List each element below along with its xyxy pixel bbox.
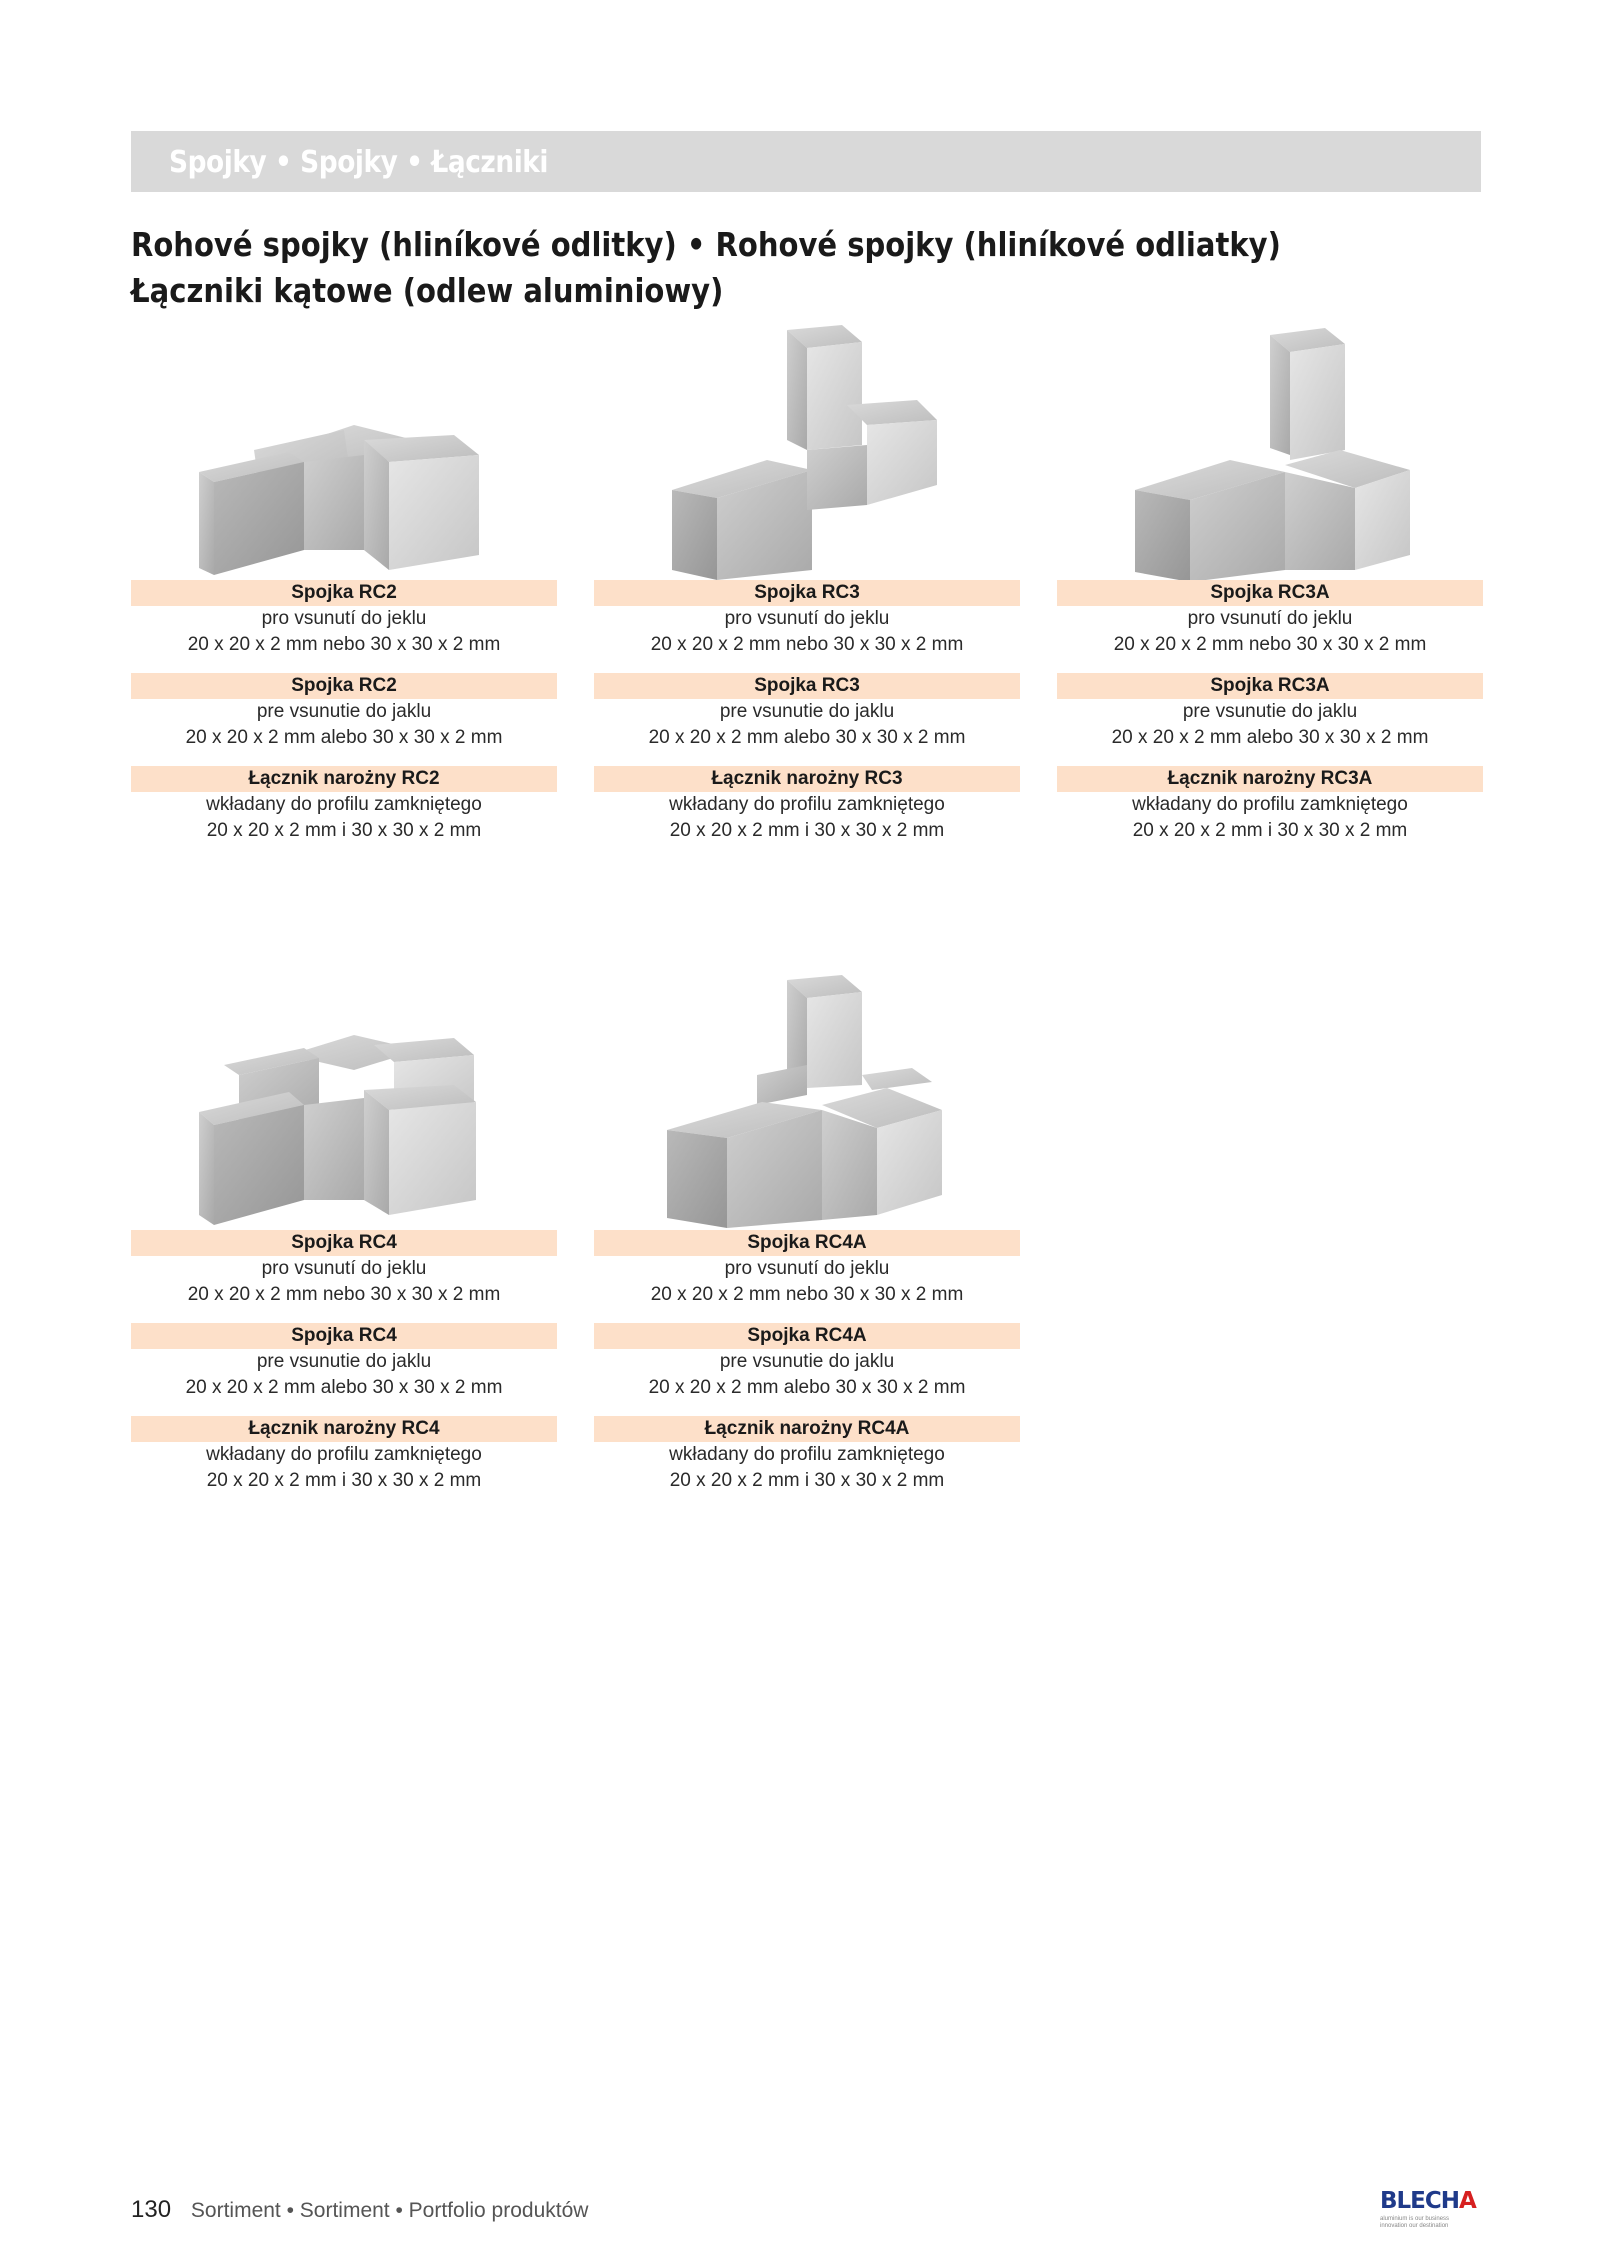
spec-desc: pre vsunutie do jaklu bbox=[719, 1351, 895, 1372]
spec-desc: wkładany do profilu zamkniętego bbox=[206, 1444, 482, 1465]
product-rc4 bbox=[131, 1010, 557, 1494]
spec-rc4a-pl bbox=[594, 1416, 1020, 1494]
spec-size: 20 x 20 x 2 mm i 30 x 30 x 2 mm bbox=[669, 1470, 945, 1491]
spec-size: 20 x 20 x 2 mm i 30 x 30 x 2 mm bbox=[206, 1470, 482, 1491]
spec-name: Łącznik narożny RC4A bbox=[594, 1416, 1020, 1442]
product-rc3a bbox=[1057, 320, 1483, 844]
spec-name: Spojka RC3 bbox=[594, 580, 1020, 606]
product-rc4a bbox=[594, 970, 1020, 1494]
product-rc2 bbox=[131, 400, 557, 844]
spec-rc2-pl bbox=[131, 766, 557, 844]
spec-size: 20 x 20 x 2 mm nebo 30 x 30 x 2 mm bbox=[187, 634, 501, 655]
spec-name: Łącznik narożny RC4 bbox=[131, 1416, 557, 1442]
spec-name: Łącznik narożny RC3A bbox=[1057, 766, 1483, 792]
spec-rc3-cz bbox=[594, 580, 1020, 658]
spec-rc4-pl bbox=[131, 1416, 557, 1494]
spec-size: 20 x 20 x 2 mm nebo 30 x 30 x 2 mm bbox=[1113, 634, 1427, 655]
spec-name: Spojka RC4 bbox=[131, 1323, 557, 1349]
spec-desc: pro vsunutí do jeklu bbox=[724, 608, 890, 629]
logo-text-main: BLECH bbox=[1380, 2188, 1460, 2214]
spec-size: 20 x 20 x 2 mm alebo 30 x 30 x 2 mm bbox=[1111, 727, 1429, 748]
spec-desc: wkładany do profilu zamkniętego bbox=[206, 794, 482, 815]
product-rc3 bbox=[594, 320, 1020, 844]
spec-desc: pre vsunutie do jaklu bbox=[256, 701, 432, 722]
spec-desc: pro vsunutí do jeklu bbox=[724, 1258, 890, 1279]
spec-name: Spojka RC3 bbox=[594, 673, 1020, 699]
spec-name: Spojka RC4A bbox=[594, 1230, 1020, 1256]
rc4-connector-image bbox=[194, 1010, 494, 1230]
logo-tagline-1: aluminium is our business bbox=[1380, 2216, 1450, 2222]
page-title bbox=[131, 222, 1281, 314]
spec-size: 20 x 20 x 2 mm nebo 30 x 30 x 2 mm bbox=[650, 634, 964, 655]
page-title-line-1: Rohové spojky (hliníkové odlitky) • Rohové spojky (hliníkové odliatky) bbox=[131, 225, 1281, 264]
spec-desc: pre vsunutie do jaklu bbox=[719, 701, 895, 722]
blecha-logo bbox=[1380, 2188, 1484, 2230]
logo-wordmark bbox=[1380, 2188, 1484, 2214]
rc2-connector-image bbox=[194, 400, 494, 580]
spec-rc4a-cz bbox=[594, 1230, 1020, 1308]
spec-rc3a-cz bbox=[1057, 580, 1483, 658]
spec-name: Spojka RC2 bbox=[131, 580, 557, 606]
spec-name: Spojka RC4 bbox=[131, 1230, 557, 1256]
spec-desc: wkładany do profilu zamkniętego bbox=[669, 1444, 945, 1465]
spec-desc: wkładany do profilu zamkniętego bbox=[669, 794, 945, 815]
spec-name: Spojka RC3A bbox=[1057, 673, 1483, 699]
spec-size: 20 x 20 x 2 mm alebo 30 x 30 x 2 mm bbox=[648, 727, 966, 748]
rc4a-connector-image bbox=[657, 970, 957, 1230]
spec-size: 20 x 20 x 2 mm i 30 x 30 x 2 mm bbox=[1132, 820, 1408, 841]
spec-rc4a-sk bbox=[594, 1323, 1020, 1401]
spec-name: Spojka RC2 bbox=[131, 673, 557, 699]
spec-desc: pro vsunutí do jeklu bbox=[1187, 608, 1353, 629]
spec-name: Spojka RC4A bbox=[594, 1323, 1020, 1349]
rc3a-connector-image bbox=[1120, 320, 1420, 580]
section-header-bar bbox=[131, 131, 1481, 192]
spec-rc4-cz bbox=[131, 1230, 557, 1308]
spec-name: Łącznik narożny RC2 bbox=[131, 766, 557, 792]
rc3-connector-image bbox=[657, 320, 957, 580]
spec-name: Łącznik narożny RC3 bbox=[594, 766, 1020, 792]
spec-size: 20 x 20 x 2 mm i 30 x 30 x 2 mm bbox=[669, 820, 945, 841]
logo-tagline-2: innovation our destination bbox=[1380, 2223, 1449, 2229]
spec-desc: pre vsunutie do jaklu bbox=[1182, 701, 1358, 722]
spec-size: 20 x 20 x 2 mm alebo 30 x 30 x 2 mm bbox=[185, 1377, 503, 1398]
footer-text: Sortiment • Sortiment • Portfolio produktów bbox=[190, 2199, 589, 2222]
spec-size: 20 x 20 x 2 mm nebo 30 x 30 x 2 mm bbox=[650, 1284, 964, 1305]
spec-rc2-cz bbox=[131, 580, 557, 658]
logo-text-accent: A bbox=[1459, 2188, 1476, 2214]
page-title-line-2: Łączniki kątowe (odlew aluminiowy) bbox=[131, 271, 724, 310]
spec-rc3-sk bbox=[594, 673, 1020, 751]
spec-size: 20 x 20 x 2 mm alebo 30 x 30 x 2 mm bbox=[185, 727, 503, 748]
spec-size: 20 x 20 x 2 mm alebo 30 x 30 x 2 mm bbox=[648, 1377, 966, 1398]
spec-desc: wkładany do profilu zamkniętego bbox=[1132, 794, 1408, 815]
spec-desc: pre vsunutie do jaklu bbox=[256, 1351, 432, 1372]
spec-name: Spojka RC3A bbox=[1057, 580, 1483, 606]
spec-desc: pro vsunutí do jeklu bbox=[261, 608, 427, 629]
spec-rc2-sk bbox=[131, 673, 557, 751]
spec-rc3a-pl bbox=[1057, 766, 1483, 844]
spec-rc3a-sk bbox=[1057, 673, 1483, 751]
spec-rc4-sk bbox=[131, 1323, 557, 1401]
spec-desc: pro vsunutí do jeklu bbox=[261, 1258, 427, 1279]
page-number: 130 bbox=[131, 2196, 172, 2223]
section-header-title: Spojky • Spojky • Łączniki bbox=[169, 145, 549, 180]
spec-size: 20 x 20 x 2 mm i 30 x 30 x 2 mm bbox=[206, 820, 482, 841]
spec-size: 20 x 20 x 2 mm nebo 30 x 30 x 2 mm bbox=[187, 1284, 501, 1305]
page-footer bbox=[131, 2196, 588, 2224]
spec-rc3-pl bbox=[594, 766, 1020, 844]
